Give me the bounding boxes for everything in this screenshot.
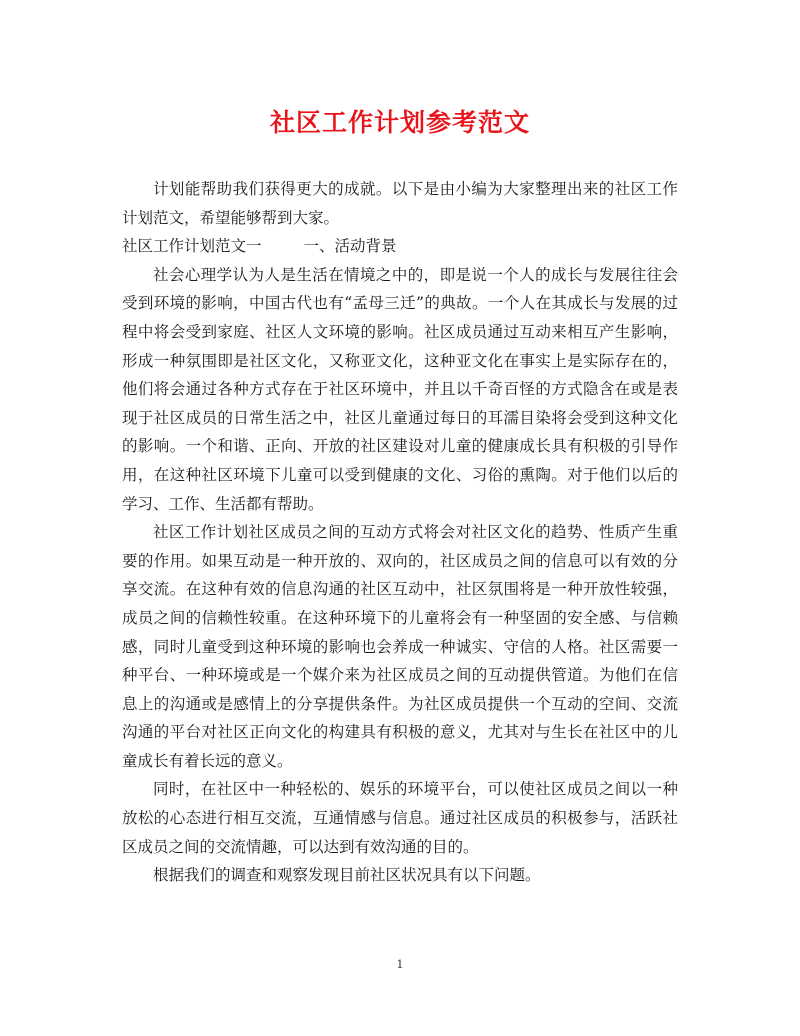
body-paragraph-4: 根据我们的调查和观察发现目前社区状况具有以下问题。: [153, 866, 541, 885]
page-number: 1: [396, 958, 404, 971]
intro-paragraph: 计划能帮助我们获得更大的成就。以下是由小编为大家整理出来的社区工作计划范文，希望能够帮到大家。: [122, 180, 678, 227]
document-body: [122, 175, 678, 890]
body-paragraph-3: 同时，在社区中一种轻松的、娱乐的环境平台，可以使社区成员之间以一种放松的心态进行相互交流，互通情感与信息。通过社区成员的积极参与，活跃社区成员之间的交流情趣，可以达到有效沟通的目的。: [122, 780, 678, 856]
section-heading: [122, 232, 678, 261]
section-heading-label: 社区工作计划范文一: [122, 237, 262, 256]
subsection-heading: 一、活动背景: [303, 237, 397, 256]
body-paragraph-1: 社会心理学认为人是生活在情境之中的，即是说一个人的成长与发展往往会受到环境的影响，中国古代也有“孟母三迁”的典故。一个人在其成长与发展的过程中将会受到家庭、社区人文环境的影响。社区成员通过互动来相互产生影响，形成一种氛围即是社区文化，又称亚文化，这种亚文化在事实上是实际存在的，他们将会通过各种方式存在于社区环境中，并且以千奇百怪的方式隐含在或是表现于社区成员的日常生活之中，社区儿童通过每日的耳濡目染将会受到这种文化的影响。一个和谐、正向、开放的社区建设对儿童的健康成长具有积极的引导作用，在这种社区环境下儿童可以受到健康的文化、习俗的熏陶。对于他们以后的学习、工作、生活都有帮助。: [122, 265, 678, 513]
document-title: 社区工作计划参考范文: [269, 108, 530, 137]
body-paragraph-2: 社区工作计划社区成员之间的互动方式将会对社区文化的趋势、性质产生重要的作用。如果互动是一种开放的、双向的，社区成员之间的信息可以有效的分享交流。在这种有效的信息沟通的社区互动中，社区氛围将是一种开放性较强，成员之间的信赖性较重。在这种环境下的儿童将会有一种坚固的安全感、与信赖感，同时儿童受到这种环境的影响也会养成一种诚实、守信的人格。社区需要一种平台、一种环境或是一个媒介来为社区成员之间的互动提供管道。为他们在信息上的沟通或是感情上的分享提供条件。为社区成员提供一个互动的空间、交流沟通的平台对社区正向文化的构建具有积极的意义，尤其对与生长在社区中的儿童成长有着长远的意义。: [122, 523, 678, 770]
